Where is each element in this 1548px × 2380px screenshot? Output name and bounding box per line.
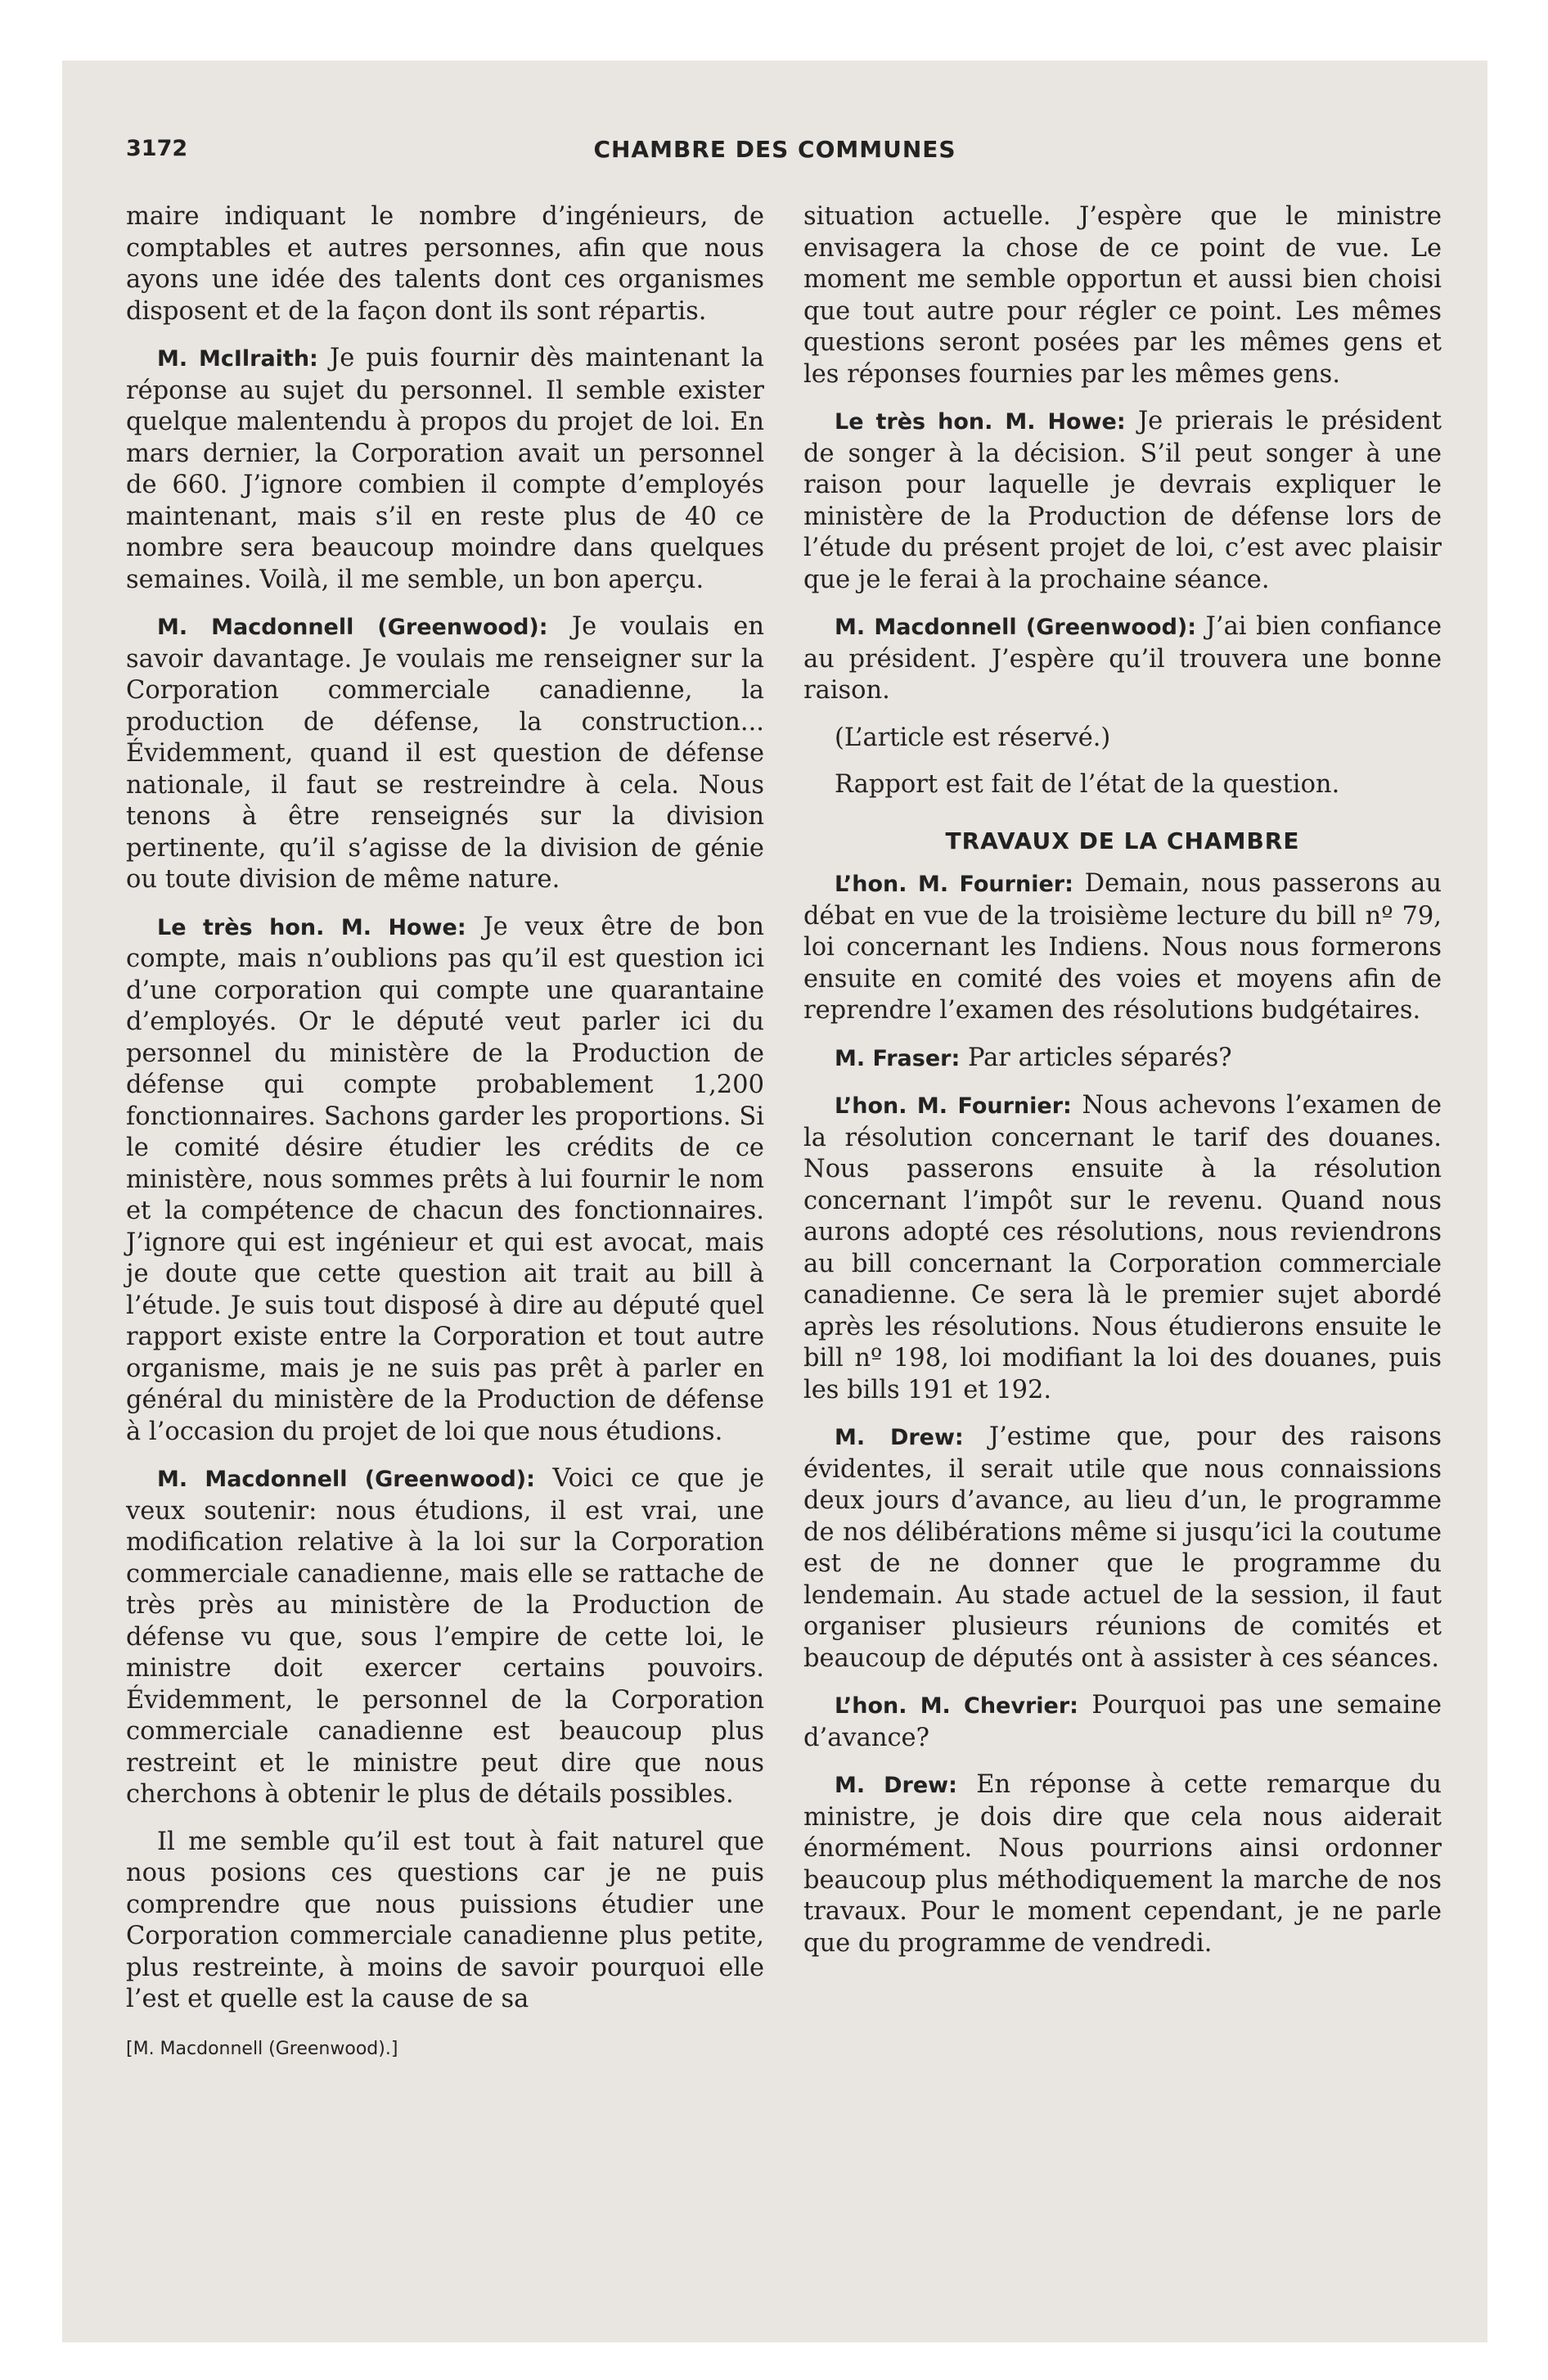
- paragraph-text: Je puis fournir dès maintenant la réponse au sujet du personnel. Il semble exister quelque malentendu à propos du projet de loi. En mars dernier, la Corporation avait un personnel de 660. J’ignore combien il compte d’employés maintenant, mais s’il en reste plus de 40 ce nombre sera beaucoup moindre dans quelques semaines. Voilà, il me semble, un bon aperçu.: [126, 344, 764, 594]
- paragraph-text: Par articles séparés?: [960, 1043, 1232, 1072]
- speaker-name: M. Fraser:: [835, 1045, 961, 1071]
- page-number: 3172: [126, 136, 188, 161]
- paragraph: [126, 1463, 764, 1811]
- paragraph-text: Rapport est fait de l’état de la question.: [835, 770, 1340, 799]
- speaker-name: M. Macdonnell (Greenwood):: [157, 1467, 535, 1492]
- paragraph-text: Voici ce que je veux soutenir: nous étudions, il est vrai, une modification relative à la loi sur la Corporation commerciale canadienne, mais elle se rattache de très près au ministère de la Production de défense vu que, sous l’empire de cette loi, le ministre doit exercer certains pouvoirs. Évidemment, le personnel de la Corporation commerciale canadienne est beaucoup plus restreint et le ministre peut dire que nous cherchons à obtenir le plus de détails possibles.: [126, 1464, 764, 1809]
- speaker-name: M. McIlraith:: [157, 346, 318, 372]
- paragraph-text: En réponse à cette remarque du ministre, je dois dire que cela nous aiderait énormément. Nous pourrions ainsi ordonner beaucoup plus méthodiquement la marche de nos travaux. Pour le moment cependant, je ne parle que du programme de vendredi.: [803, 1770, 1442, 1958]
- page-header: [62, 136, 1487, 177]
- paragraph: [126, 201, 764, 327]
- speaker-name: L’hon. M. Fournier:: [835, 872, 1073, 897]
- running-title: CHAMBRE DES COMMUNES: [593, 136, 956, 163]
- paragraph: [803, 1090, 1442, 1406]
- speaker-name: L’hon. M. Fournier:: [835, 1093, 1072, 1119]
- paragraph-text: maire indiquant le nombre d’ingénieurs, de comptables et autres personnes, afin que nous ayons une idée des talents dont ces organismes disposent et de la façon dont ils sont répartis.: [126, 202, 764, 326]
- paragraph-text: J’ai bien confiance au président. J’espère qu’il trouvera une bonne raison.: [803, 612, 1442, 705]
- page: [62, 61, 1487, 2342]
- speaker-name: L’hon. M. Chevrier:: [835, 1693, 1078, 1719]
- speaker-name: M. Macdonnell (Greenwood):: [157, 615, 548, 640]
- speaker-name: Le très hon. M. Howe:: [157, 914, 466, 940]
- speaker-name: Le très hon. M. Howe:: [835, 409, 1126, 435]
- paragraph: [803, 1690, 1442, 1754]
- right-column: [803, 201, 1442, 1975]
- paragraph: [803, 868, 1442, 1027]
- paragraph: [803, 611, 1442, 707]
- paragraph: [803, 1769, 1442, 1959]
- speaker-attribution: [M. Macdonnell (Greenwood).]: [126, 2038, 398, 2059]
- paragraph-text: Je veux être de bon compte, mais n’oublions pas qu’il est question ici d’une corporation qui compte une quarantaine d’employés. Or le député veut parler ici du personnel du ministère de la Production de défense qui compte probablement 1,200 fonctionnaires. Sachons garder les proportions. Si le comité désire étudier les crédits de ce ministère, nous sommes prêts à lui fournir le nom et la compétence de chacun des fonctionnaires. J’ignore qui est ingénieur et qui est avocat, mais je doute que cette question ait trait au bill à l’étude. Je suis tout disposé à dire au député quel rapport existe entre la Corporation et tout autre organisme, mais je ne suis pas prêt à parler en général du ministère de la Production de défense à l’occasion du projet de loi que nous étudions.: [126, 912, 765, 1446]
- paragraph: [126, 343, 764, 596]
- section-heading: TRAVAUX DE LA CHAMBRE: [945, 827, 1300, 854]
- paragraph: [803, 406, 1442, 596]
- left-column: [126, 201, 764, 2065]
- paragraph: [803, 769, 1442, 801]
- paragraph: [126, 912, 764, 1449]
- speaker-name: M. Drew:: [835, 1773, 957, 1798]
- paragraph-text: Demain, nous passerons au débat en vue de la troisième lecture du bill nº 79, loi concernant les Indiens. Nous nous formerons ensuite en comité des voies et moyens afin de reprendre l’examen des résolutions budgétaires.: [803, 869, 1442, 1025]
- paragraph-text: Nous achevons l’examen de la résolution concernant le tarif des douanes. Nous passerons ensuite à la résolution concernant l’impôt sur le revenu. Quand nous aurons adopté ces résolutions, nous reviendrons au bill concernant la Corporation commerciale canadienne. Ce sera là le premier sujet abordé après les résolutions. Nous étudierons ensuite le bill nº 198, loi modifiant la loi des douanes, puis les bills 191 et 192.: [803, 1091, 1442, 1404]
- paragraph-text: Pourquoi pas une semaine d’avance?: [803, 1691, 1442, 1752]
- paragraph-text: J’estime que, pour des raisons évidentes, il serait utile que nous connaissions deux jours d’avance, au lieu d’un, le programme de nos délibérations même si jusqu’ici la coutume est de ne donner que le programme du lendemain. Au stade actuel de la session, il faut organiser plusieurs réunions de comités et beaucoup de députés ont à assister à ces séances.: [803, 1422, 1442, 1673]
- paragraph-text: Il me semble qu’il est tout à fait naturel que nous posions ces questions car je ne puis comprendre que nous puissions étudier une Corporation commerciale canadienne plus petite, plus restreinte, à moins de savoir pourquoi elle l’est et quelle est la cause de sa: [126, 1827, 764, 2013]
- paragraph-text: Je prierais le président de songer à la décision. S’il peut songer à une raison pour laquelle je devrais expliquer le ministère de la Production de défense lors de l’étude du présent projet de loi, c’est avec plaisir que je le ferai à la prochaine séance.: [803, 407, 1442, 594]
- paragraph: [126, 611, 764, 896]
- paragraph-text: (L’article est réservé.): [835, 723, 1111, 752]
- paragraph: [803, 723, 1442, 755]
- paragraph: [803, 1043, 1442, 1075]
- paragraph-text: Je voulais en savoir davantage. Je voulais me renseigner sur la Corporation commerciale canadienne, la production de défense, la construction... Évidemment, quand il est question de défense nationale, il faut se restreindre à cela. Nous tenons à être renseignés sur la division pertinente, qu’il s’agisse de la division de génie ou toute division de même nature.: [126, 612, 765, 894]
- paragraph-text: situation actuelle. J’espère que le ministre envisagera la chose de ce point de vue. Le moment me semble opportun et aussi bien choisi que tout autre pour régler ce point. Les mêmes questions seront posées par les mêmes gens et les réponses fournies par les mêmes gens.: [803, 202, 1442, 389]
- speaker-name: M. Drew:: [835, 1425, 964, 1450]
- paragraph: [803, 201, 1442, 390]
- speaker-name: M. Macdonnell (Greenwood):: [835, 615, 1197, 640]
- paragraph: [126, 1827, 764, 2016]
- paragraph: [803, 1422, 1442, 1675]
